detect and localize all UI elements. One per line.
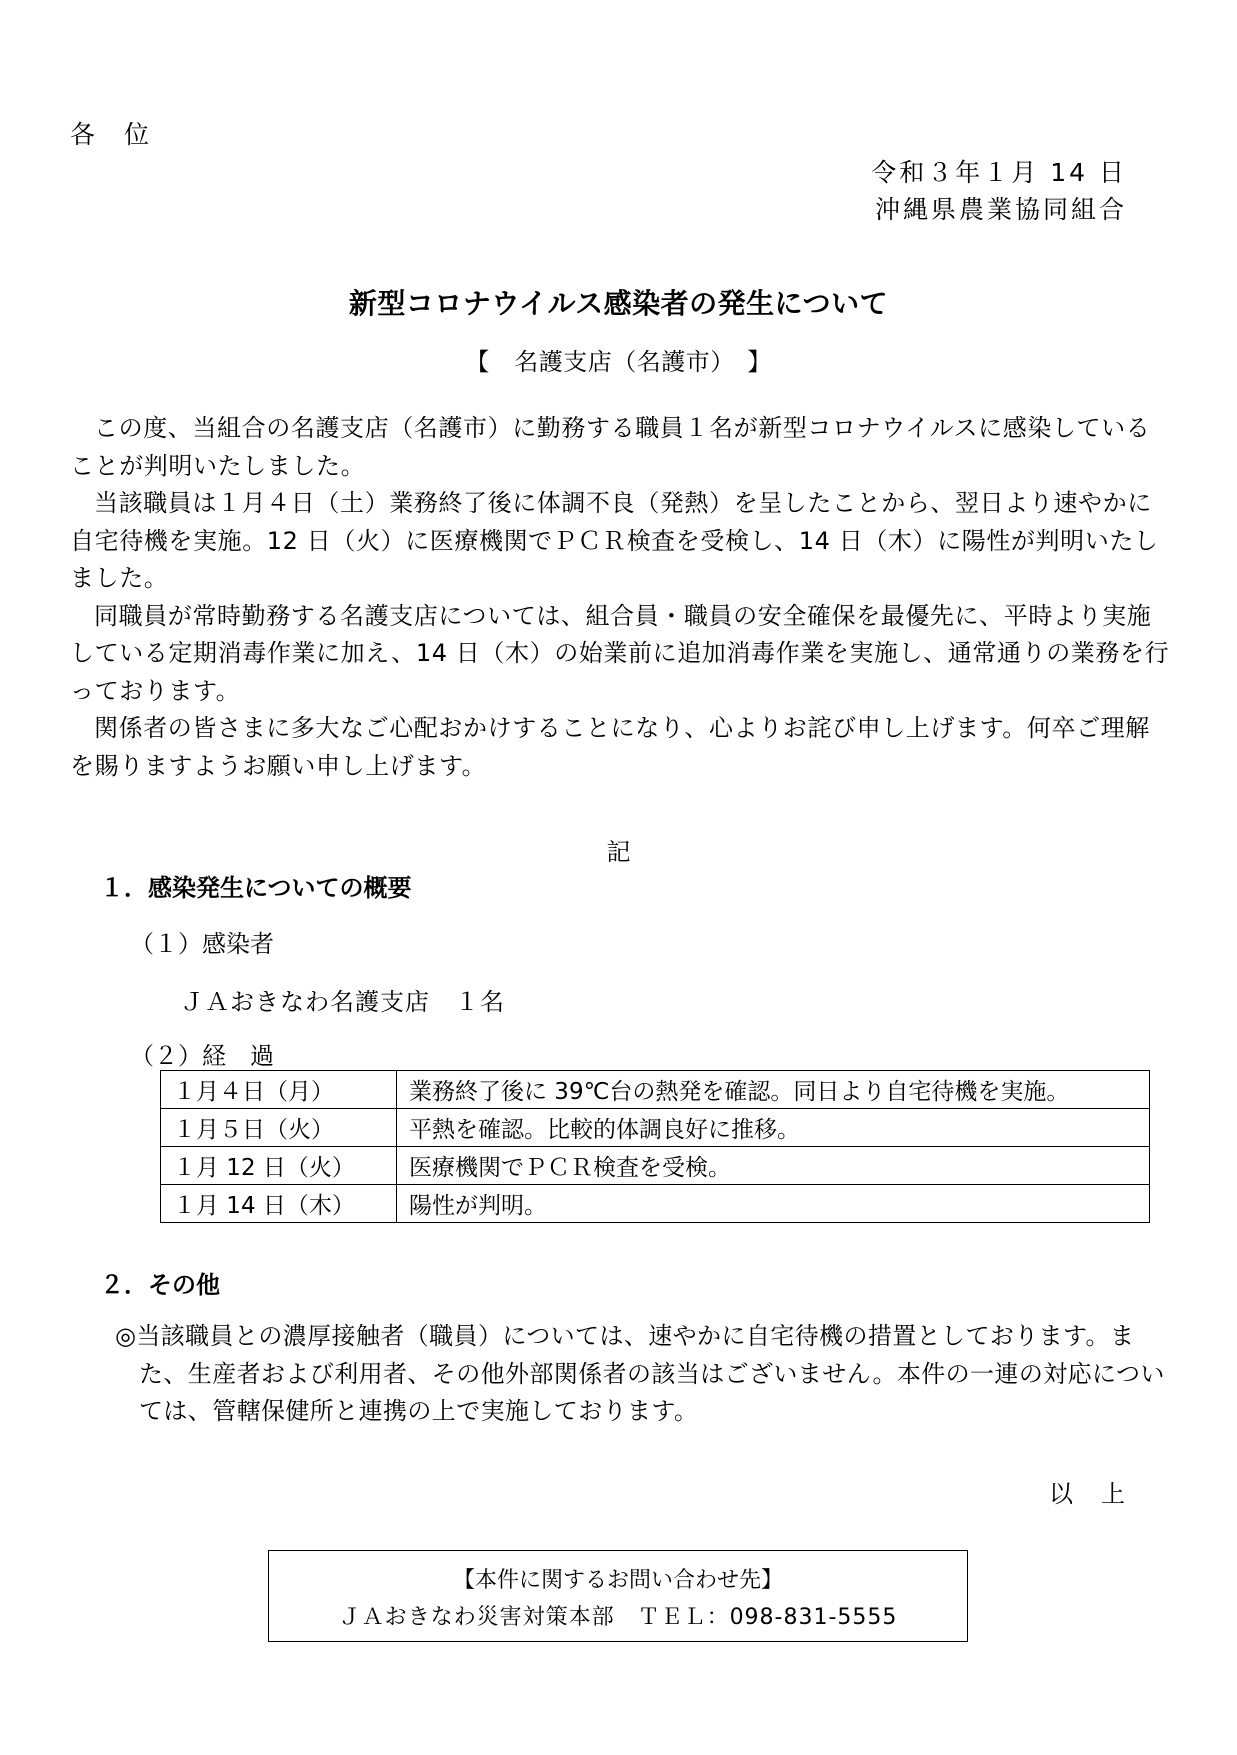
timeline-date: １月５日（火） <box>161 1109 397 1147</box>
section2-heading: ２．その他 <box>100 1271 220 1299</box>
infected-heading: （１）感染者 <box>130 930 274 958</box>
table-row <box>161 1109 1150 1147</box>
timeline-event: 業務終了後に 39℃台の熱発を確認。同日より自宅待機を実施。 <box>397 1071 1150 1109</box>
body-paragraph: この度、当組合の名護支店（名護市）に勤務する職員１名が新型コロナウイルスに感染していることが判明いたしました。 <box>70 414 1151 480</box>
document-subtitle: 【 名護支店（名護市） 】 <box>465 348 772 376</box>
document-title: 新型コロナウイルス感染者の発生について <box>348 287 889 320</box>
closing-mark: 以 上 <box>1049 1480 1127 1508</box>
timeline-table <box>160 1070 1150 1223</box>
body-paragraph: 当該職員は１月４日（土）業務終了後に体調不良（発熱）を呈したことから、翌日より速やかに自宅待機を実施。12 日（火）に医療機関でＰＣＲ検査を受検し、14 日（木）に陽性が判明いたしました。 <box>70 489 1159 592</box>
ki-marker: 記 <box>606 838 631 866</box>
body-text <box>70 410 1170 785</box>
infected-count: ＪＡおきなわ名護支店 １名 <box>180 988 505 1016</box>
timeline-event: 陽性が判明。 <box>397 1185 1150 1223</box>
body-paragraph: 同職員が常時勤務する名護支店については、組合員・職員の安全確保を最優先に、平時より実施している定期消毒作業に加え、14 日（木）の始業前に追加消毒作業を実施し、通常通りの業務を行っております。 <box>70 601 1170 705</box>
section1-heading: １．感染発生についての概要 <box>100 874 412 902</box>
table-row <box>161 1185 1150 1223</box>
timeline-date: １月４日（月） <box>161 1071 397 1109</box>
table-row <box>161 1147 1150 1185</box>
table-row <box>161 1071 1150 1109</box>
organization-name: 沖縄県農業協同組合 <box>874 195 1127 224</box>
timeline-event: 医療機関でＰＣＲ検査を受検。 <box>397 1147 1150 1185</box>
contact-box <box>268 1550 968 1642</box>
timeline-date: １月 12 日（火） <box>161 1147 397 1185</box>
timeline-event: 平熱を確認。比較的体調良好に推移。 <box>397 1109 1150 1147</box>
contact-heading: 【本件に関するお問い合わせ先】 <box>452 1568 783 1593</box>
timeline-heading: （２）経 過 <box>130 1042 274 1070</box>
addressee: 各 位 <box>70 120 152 149</box>
other-note <box>115 1318 1175 1431</box>
other-note-text: ◎当該職員との濃厚接触者（職員）については、速やかに自宅待機の措置としております。また、生産者および利用者、その他外部関係者の該当はございません。本件の一連の対応については、管轄保健所と連携の上で実施しております。 <box>115 1322 1165 1425</box>
contact-line: ＪＡおきなわ災害対策本部 ＴＥＬ：098-831-5555 <box>338 1605 898 1630</box>
issue-date: 令和３年１月 14 日 <box>871 158 1127 187</box>
body-paragraph: 関係者の皆さまに多大なご心配おかけすることになり、心よりお詫び申し上げます。何卒ご理解を賜りますようお願い申し上げます。 <box>70 714 1150 780</box>
timeline-date: １月 14 日（木） <box>161 1185 397 1223</box>
